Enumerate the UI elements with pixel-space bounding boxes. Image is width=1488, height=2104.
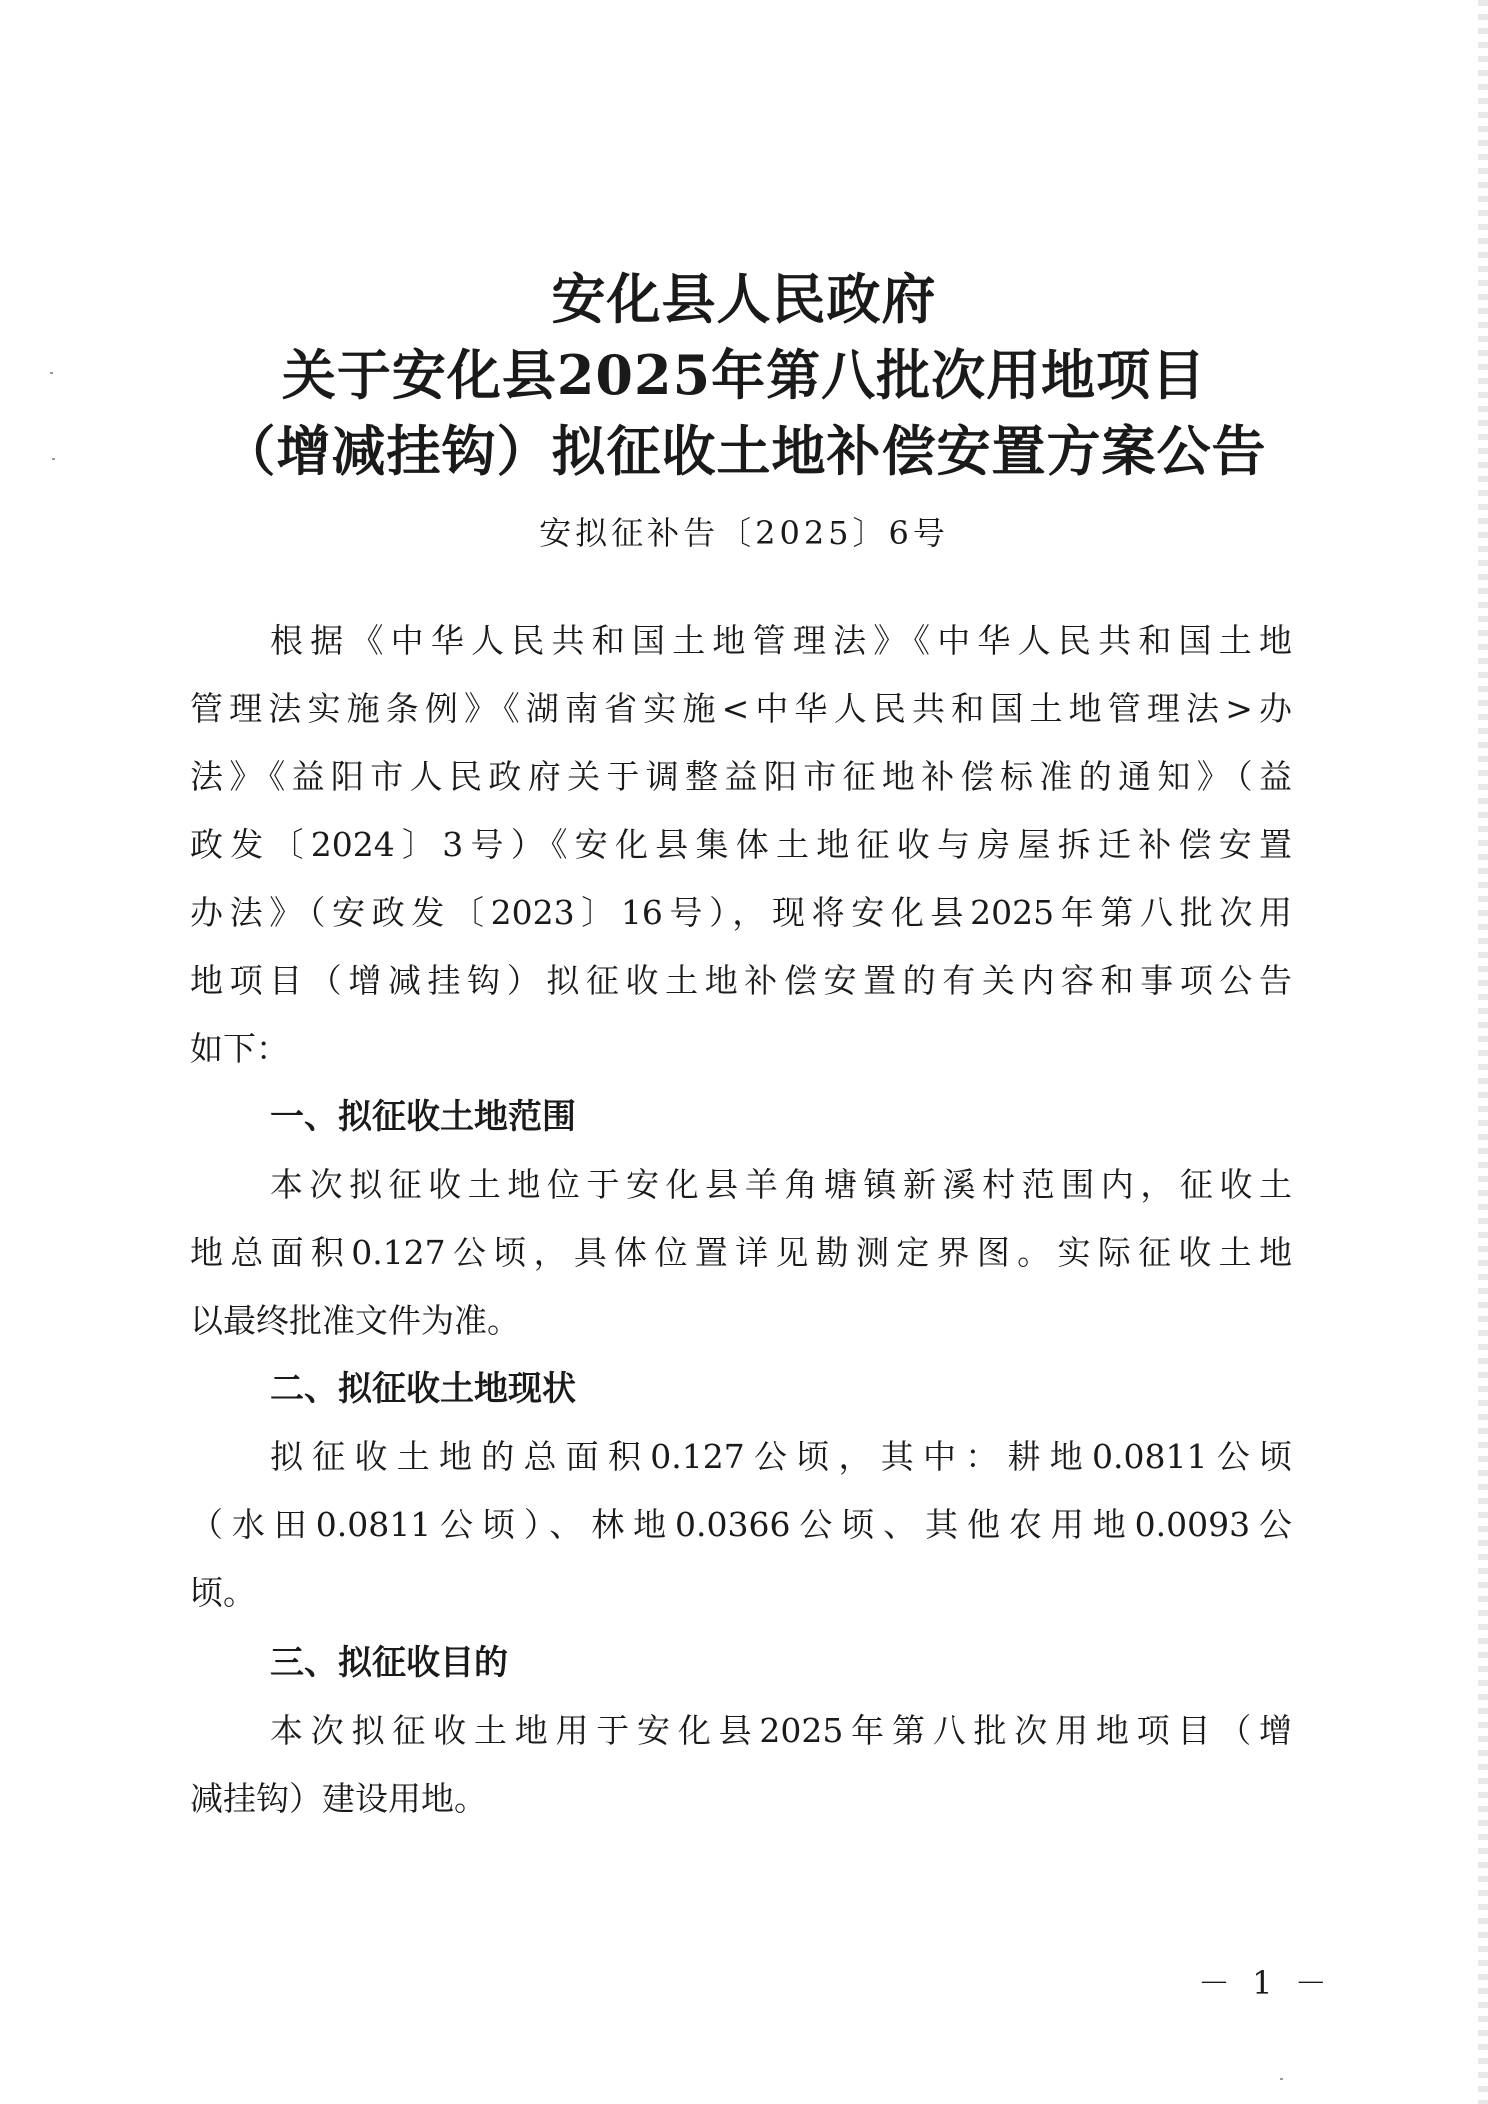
section-line: 本次拟征收土地位于安化县羊角塘镇新溪村范围内，征收土 bbox=[270, 1165, 1292, 1204]
section-line: 减挂钩）建设用地。 bbox=[190, 1779, 487, 1818]
intro-line: 如下： bbox=[190, 1029, 289, 1068]
scan-speck bbox=[1280, 2078, 1283, 2080]
intro-line: 根据《中华人民共和国土地管理法》《中华人民共和国土地 bbox=[270, 621, 1292, 660]
section-heading-purpose: 三、拟征收目的 bbox=[270, 1643, 508, 1683]
title-line-1: 安化县人民政府 bbox=[551, 267, 937, 331]
title-line-2: 关于安化县2025年第八批次用地项目 bbox=[281, 343, 1207, 407]
section-line: 以最终批准文件为准。 bbox=[190, 1301, 520, 1340]
section-line: 顷。 bbox=[190, 1573, 256, 1612]
intro-line: 办法》（安政发〔2023〕16号），现将安化县2025年第八批次用 bbox=[190, 893, 1292, 932]
intro-line: 管理法实施条例》《湖南省实施<中华人民共和国土地管理法>办 bbox=[190, 689, 1292, 728]
section-line: 拟征收土地的总面积0.127公顷，其中：耕地0.0811公顷 bbox=[270, 1437, 1292, 1476]
section-line: 本次拟征收土地用于安化县2025年第八批次用地项目（增 bbox=[270, 1711, 1292, 1750]
title-line-3: （增减挂钩）拟征收土地补偿安置方案公告 bbox=[221, 419, 1267, 483]
section-heading-status: 二、拟征收土地现状 bbox=[270, 1369, 576, 1409]
document-number: 安拟征补告〔2025〕6号 bbox=[539, 514, 949, 552]
page-number: － 1 － bbox=[1198, 1964, 1333, 2002]
section-heading-scope: 一、拟征收土地范围 bbox=[270, 1097, 576, 1137]
section-line: （水田0.0811公顷）、林地0.0366公顷、其他农用地0.0093公 bbox=[190, 1505, 1292, 1544]
intro-line: 政发〔2024〕3号）《安化县集体土地征收与房屋拆迁补偿安置 bbox=[190, 825, 1292, 864]
section-line: 地总面积0.127公顷，具体位置详见勘测定界图。实际征收土地 bbox=[190, 1233, 1292, 1272]
intro-line: 地项目（增减挂钩）拟征收土地补偿安置的有关内容和事项公告 bbox=[190, 961, 1292, 1000]
intro-line: 法》《益阳市人民政府关于调整益阳市征地补偿标准的通知》（益 bbox=[190, 757, 1292, 796]
